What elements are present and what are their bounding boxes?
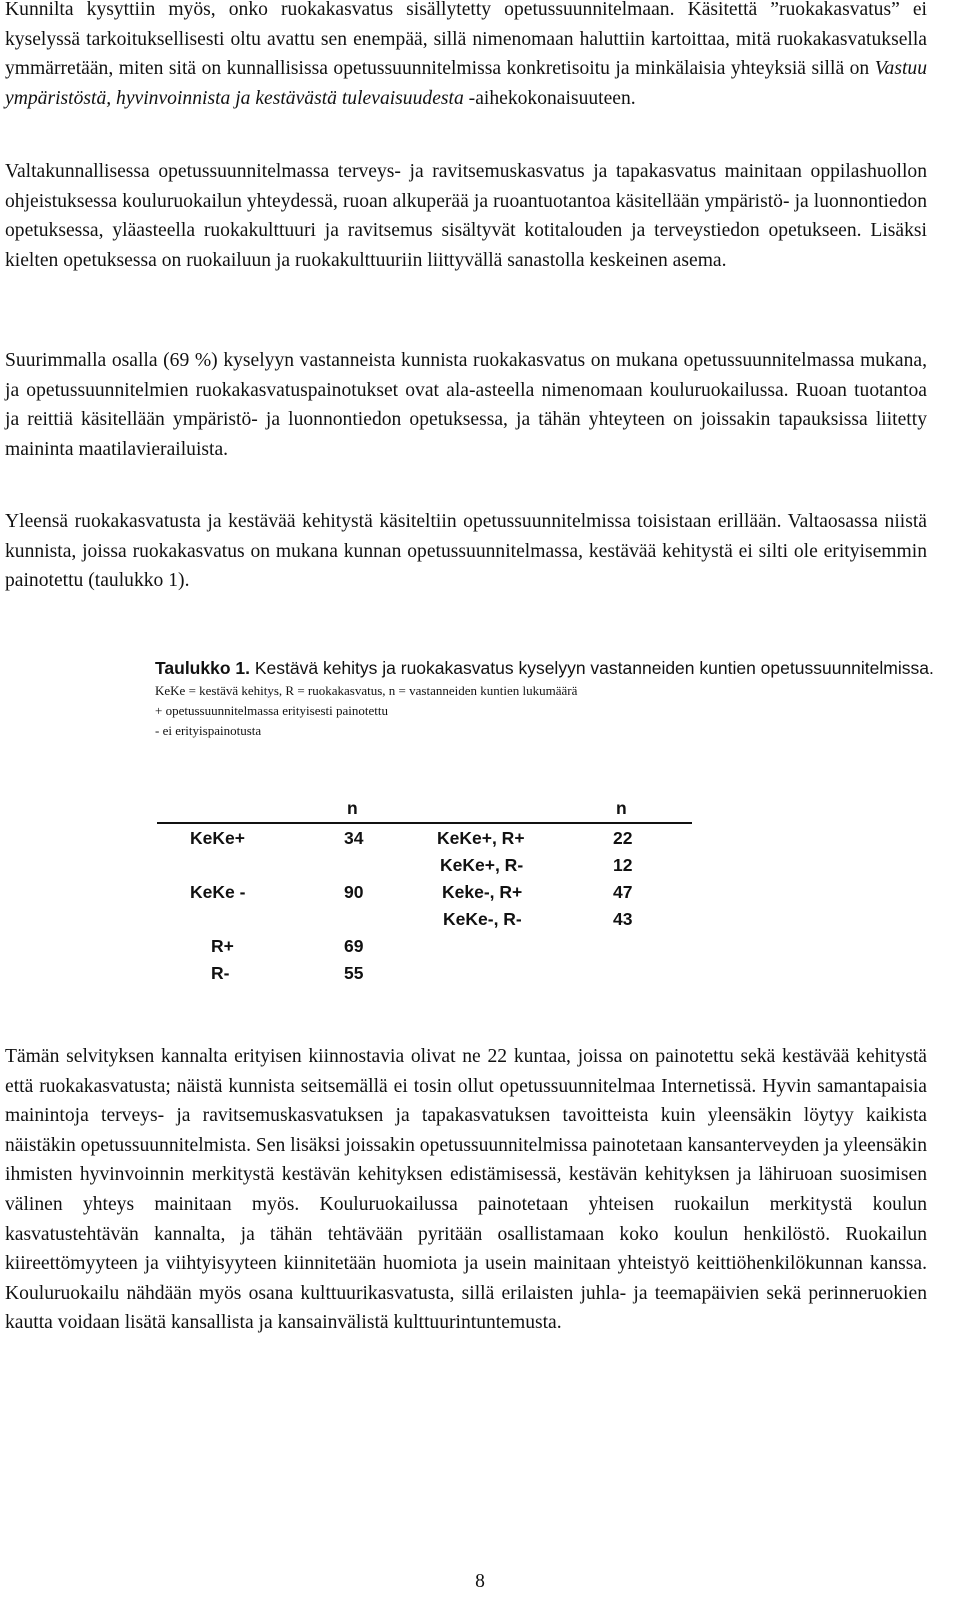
paragraph-5: Tämän selvityksen kannalta erityisen kiinnostavia olivat ne 22 kuntaa, joissa on painotettu sekä kestävää kehitystä että ruokakasvatusta; näistä kunnista seitsemällä ei tosin ollut opetussuunnitelmaa Internetissä. Hyvin samantapaisia mainintoja terveys- ja ravitsemuskasvatuksen ja tapakasvatuksen tavoitteista kuin yleensäkin löytyy kaikista näistäkin opetussuunnitelmista. Sen lisäksi joissakin opetussuunnitelmissa painotetaan kansanterveyden ja yleensäkin ihmisten hyvinvoinnin merkitystä kestävän kehityksen edistämisessä, kestävän kehityksen ja lähiruoan suosimisen välinen yhteys mainitaan myös. Kouluruokailussa painotetaan yhteisen ruokailun merkitystä koulun kasvatustehtävän kannalta, ja tähän tehtävään pyritään osallistamaan koko koulun henkilöstö. Ruokailun kiireettömyyteen ja viihtyisyyteen kiinnitetään huomiota ja usein mainitaan yhteistyö keittiöhenkilökunnan kanssa. Kouluruokailu nähdään myös osana kulttuurikasvatusta, sillä erilaisten juhla- ja teemapäivien sekä perinneruokien kautta voidaan lisätä kansallista ja kansainvälistä kulttuurintuntemusta. <box>5 1046 927 1334</box>
table-note-legend: KeKe = kestävä kehitys, R = ruokakasvatus, n = vastanneiden kuntien lukumäärä <box>155 683 578 698</box>
table-row-value: 22 <box>613 828 633 848</box>
paragraph-2: Valtakunnallisessa opetussuunnitelmassa terveys- ja ravitsemuskasvatus ja tapakasvatus mainitaan oppilashuollon ohjeistuksessa kouluruokailun yhteydessä, ruoan alkuperää ja ruoantuotantoa käsitellään ympäristö- ja luonnontiedon opetuksessa, yläasteella ruokakulttuuri ja ravitsemus sisältyvät kotitalouden ja terveystiedon opetukseen. Lisäksi kielten opetuksessa on ruokailuun ja ruokakulttuuriin liittyvällä sanastolla keskeinen asema. <box>5 161 927 271</box>
table-caption-title <box>155 656 935 681</box>
table-row-value: 34 <box>344 828 364 848</box>
paragraph-1 <box>5 0 927 113</box>
table-label: Taulukko 1. <box>155 658 250 678</box>
table-header-n-right: n <box>616 798 627 818</box>
table-row-label: KeKe+ <box>190 828 245 848</box>
table-note-minus: - ei erityispainotusta <box>155 723 262 738</box>
table-row-label: KeKe-, R- <box>443 909 522 929</box>
table-row-label: KeKe+, R- <box>440 855 524 875</box>
table-header-rule <box>157 822 692 824</box>
page-number: 8 <box>475 1571 485 1592</box>
paragraph-1-theme-title: Vastuu ympäristöstä, hyvinvoinnista ja kestävästä tulevaisuudesta <box>5 58 927 109</box>
table-row-value: 43 <box>613 909 633 929</box>
table-row-label: R- <box>211 963 230 983</box>
table-note-plus: + opetussuunnitelmassa erityisesti painotettu <box>155 703 388 718</box>
table-row-value: 47 <box>613 882 633 902</box>
table-row-label: Keke-, R+ <box>442 882 523 902</box>
table-row-value: 12 <box>613 855 633 875</box>
paragraph-1-text: Kunnilta kysyttiin myös, onko ruokakasvatus sisällytetty opetussuunnitelmaan. Käsitettä ”ruokakasvatus” ei kyselyssä tarkoituksellisesti oltu avattu sen enempää, sillä nimenomaan haluttiin kartoittaa, mitä ruokakasvatuksella ymmärretään, miten sitä on kunnallisissa opetussuunnitelmissa konkretisoitu ja minkälaisia yhteyksiä sillä on <box>5 0 927 80</box>
table-row-label: KeKe+, R+ <box>437 828 525 848</box>
table-row-label: R+ <box>211 936 234 956</box>
table-row-value: 69 <box>344 936 364 956</box>
paragraph-1-end: -aihekokonaisuuteen. <box>463 87 636 109</box>
paragraph-3: Suurimmalla osalla (69 %) kyselyyn vastanneista kunnista ruokakasvatus on mukana opetussuunnitelmassa mukana, ja opetussuunnitelmien ruokakasvatuspainotukset ovat ala-asteella nimenomaan kouluruokailussa. Ruoan tuotantoa ja reittiä käsitellään ympäristö- ja luonnontiedon opetuksessa, ja tähän yhteyteen on joissakin tapauksissa liitetty maininta maatilavierailuista. <box>5 350 927 460</box>
table-row-value: 90 <box>344 882 364 902</box>
table-title: Kestävä kehitys ja ruokakasvatus kyselyyn vastanneiden kuntien opetussuunnitelmissa. <box>249 658 934 678</box>
table-row-value: 55 <box>344 963 364 983</box>
table-caption <box>155 656 935 741</box>
table-header-n-left: n <box>347 798 358 818</box>
table-row-label: KeKe - <box>190 882 246 902</box>
paragraph-4: Yleensä ruokakasvatusta ja kestävää kehitystä käsiteltiin opetussuunnitelmissa toisistaan erillään. Valtaosassa niistä kunnista, joissa ruokakasvatus on mukana kunnan opetussuunnitelmassa, kestävää kehitystä ei silti ole erityisemmin painotettu (taulukko 1). <box>5 511 927 592</box>
